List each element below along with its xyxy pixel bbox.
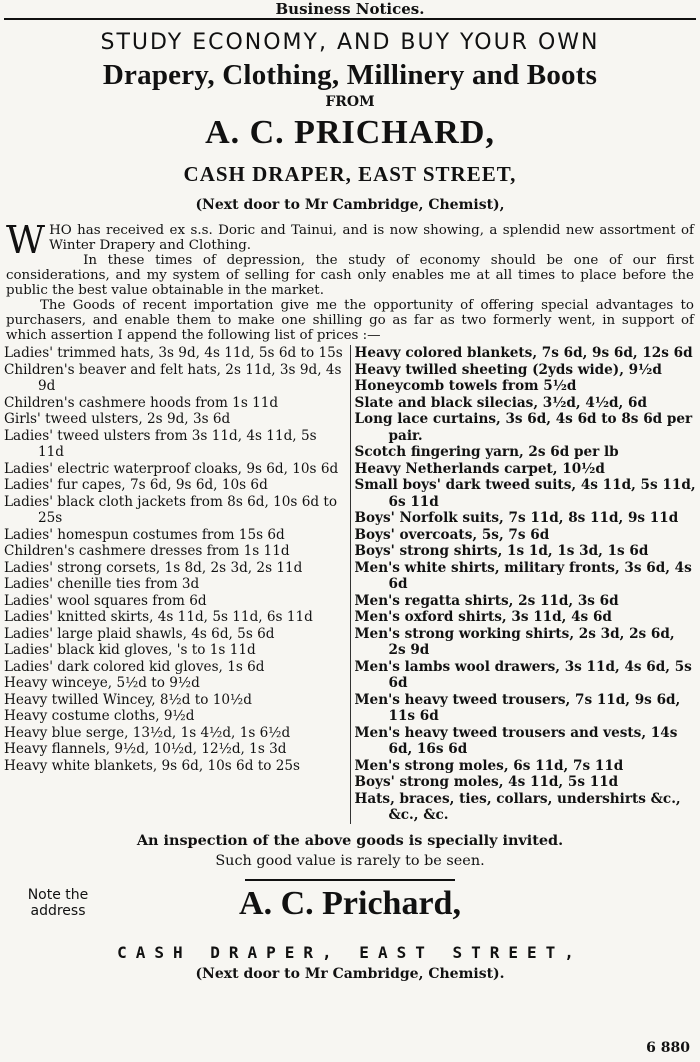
business-name: A. C. PRICHARD, — [205, 114, 495, 151]
note-line-1: Note the — [27, 886, 89, 903]
list-item: Ladies' chenille ties from 3d — [4, 576, 200, 592]
list-item: Heavy blue serge, 13½d, 1s 4½d, 1s 6½d — [4, 724, 291, 741]
note-line-2: address — [30, 902, 86, 919]
list-item: Heavy white blankets, 9s 6d, 10s 6d to 25s — [4, 757, 300, 774]
footer-next-door-note: (Next door to Mr Cambridge, Chemist). — [195, 965, 505, 982]
list-item: Small boys' dark tweed suits, 4s 11d, 5s 11d, 6s 11d — [354, 477, 696, 510]
next-door-note: (Next door to Mr Cambridge, Chemist), — [195, 197, 505, 213]
intro-text — [6, 218, 694, 343]
list-item: Ladies' homespun costumes from 15s 6d — [4, 526, 285, 543]
footer-signature — [0, 885, 700, 945]
list-item: Slate and black silecias, 3½d, 4½d, 6d — [354, 394, 647, 411]
subheadline: Drapery, Clothing, Millinery and Boots — [102, 59, 598, 91]
business-address: CASH DRAPER, EAST STREET, — [183, 162, 517, 186]
list-item: Ladies' tweed ulsters from 3s 11d, 4s 11d, 5s 11d — [4, 427, 317, 460]
list-item: Boys' strong moles, 4s 11d, 5s 11d — [354, 774, 619, 790]
ad-code: 6 880 — [646, 1040, 690, 1056]
list-item: Ladies' fur capes, 7s 6d, 9s 6d, 10s 6d — [4, 477, 268, 493]
list-item: Heavy flannels, 9½d, 10½d, 12½d, 1s 3d — [4, 741, 287, 757]
list-item: Ladies' dark colored kid gloves, 1s 6d — [4, 658, 265, 675]
list-item: Children's beaver and felt hats, 2s 11d, 3s 9d, 4s 9d — [4, 361, 342, 394]
footer-business-name: A. C. Prichard, — [239, 884, 461, 922]
price-list-left — [4, 345, 351, 824]
price-list-right — [351, 345, 697, 824]
list-item: Heavy colored blankets, 7s 6d, 9s 6d, 12s 6d — [354, 345, 693, 361]
list-item: Heavy costume cloths, 9½d — [4, 708, 195, 724]
list-item: Men's strong moles, 6s 11d, 7s 11d — [354, 757, 624, 774]
inspection-note: An inspection of the above goods is specially invited. — [136, 831, 564, 849]
list-item: Ladies' large plaid shawls, 4s 6d, 5s 6d — [4, 625, 275, 642]
list-item: Men's lambs wool drawers, 3s 11d, 4s 6d, 5s 6d — [354, 658, 692, 691]
intro-paragraph-1-text: HO has received ex s.s. Doric and Tainui, and is now showing, a splendid new assortment of Winter Drapery and Clothing. — [49, 223, 694, 253]
list-item: Ladies' black cloth jackets from 8s 6d, 10s 6d to 25s — [4, 493, 338, 526]
list-item: Boys' strong shirts, 1s 1d, 1s 3d, 1s 6d — [354, 543, 649, 559]
list-item: Men's heavy tweed trousers and vests, 14s 6d, 16s 6d — [354, 724, 678, 757]
intro-paragraph-2: In these times of depression, the study of economy should be one of our first considerations, and my system of selling for cash only enables me at all times to place before the public the best value obtainable in the market. — [6, 253, 694, 298]
list-item: Heavy winceye, 5½d to 9½d — [4, 675, 200, 691]
list-item: Ladies' electric waterproof cloaks, 9s 6d, 10s 6d — [4, 460, 339, 477]
list-item: Children's cashmere dresses from 1s 11d — [4, 543, 290, 559]
list-item: Boys' overcoats, 5s, 7s 6d — [354, 526, 550, 543]
list-item: Ladies' knitted skirts, 4s 11d, 5s 11d, 6s 11d — [4, 609, 313, 625]
headline: STUDY ECONOMY, AND BUY YOUR OWN — [100, 30, 600, 55]
drop-cap: W — [6, 218, 46, 262]
list-item: Long lace curtains, 3s 6d, 4s 6d to 8s 6d per pair. — [354, 411, 693, 444]
list-item: Ladies' trimmed hats, 3s 9d, 4s 11d, 5s 6d to 15s — [4, 345, 343, 361]
list-item: Hats, braces, ties, collars, undershirts &c., &c., &c. — [354, 790, 681, 823]
footer-address: CASH DRAPER, EAST STREET, — [117, 942, 583, 962]
intro-paragraph-1 — [6, 218, 694, 262]
good-value-note: Such good value is rarely to be seen. — [215, 852, 485, 869]
list-item: Ladies' black kid gloves, 's to 1s 11d — [4, 642, 256, 658]
list-item: Ladies' wool squares from 6d — [4, 592, 207, 609]
divider — [245, 879, 455, 881]
list-item: Ladies' strong corsets, 1s 8d, 2s 3d, 2s 11d — [4, 559, 303, 576]
list-item: Children's cashmere hoods from 1s 11d — [4, 394, 279, 411]
list-item: Heavy twilled Wincey, 8½d to 10½d — [4, 691, 252, 708]
list-item: Honeycomb towels from 5½d — [354, 378, 577, 394]
list-item: Men's regatta shirts, 2s 11d, 3s 6d — [354, 592, 619, 609]
list-item: Men's oxford shirts, 3s 11d, 4s 6d — [354, 609, 612, 625]
section-heading: Business Notices. — [4, 0, 696, 20]
price-lists — [4, 345, 696, 824]
from-label: FROM — [325, 94, 375, 110]
list-item: Men's white shirts, military fronts, 3s 6d, 4s 6d — [354, 559, 692, 592]
list-item: Men's heavy tweed trousers, 7s 11d, 9s 6d, 11s 6d — [354, 691, 681, 724]
list-item: Heavy twilled sheeting (2yds wide), 9½d — [354, 361, 662, 378]
list-item: Men's strong working shirts, 2s 3d, 2s 6d, 2s 9d — [354, 625, 675, 658]
list-item: Boys' Norfolk suits, 7s 11d, 8s 11d, 9s 11d — [354, 510, 679, 526]
list-item: Heavy Netherlands carpet, 10½d — [354, 460, 605, 477]
intro-paragraph-3: The Goods of recent importation give me the opportunity of offering special advantages to purchasers, and enable them to make one shilling go as far as two formerly went, in support of which assertion I append the following list of prices :— — [6, 298, 694, 343]
list-item: Scotch fingering yarn, 2s 6d per lb — [354, 444, 619, 460]
list-item: Girls' tweed ulsters, 2s 9d, 3s 6d — [4, 411, 231, 427]
